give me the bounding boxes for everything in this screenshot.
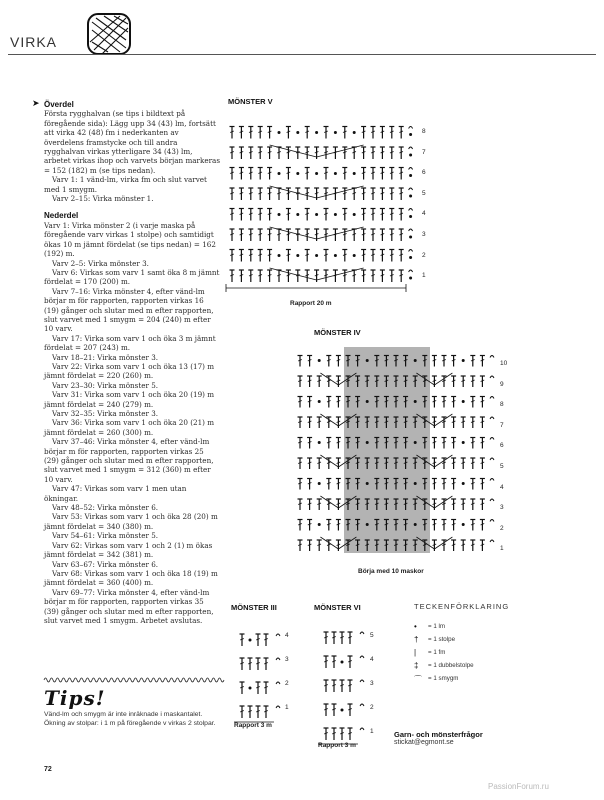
row-number: 2 [500, 524, 504, 532]
slip-mark [490, 540, 494, 542]
legend-label: = 1 fm [428, 649, 446, 656]
chain-dot [334, 131, 337, 134]
slip-mark [409, 188, 413, 190]
row-number: 4 [500, 483, 504, 491]
slip-mark [276, 682, 280, 684]
chain-dot [366, 441, 369, 444]
nederdel-row: Varv 18–21: Virka mönster 3. [52, 352, 159, 362]
chain-dot [353, 131, 356, 134]
legend-item [414, 675, 509, 688]
chain-dot [296, 131, 299, 134]
overdel-body: Första rygghalvan (se tips i bildtext på föregående sida): Lägg upp 34 (43) lm, fortsätt att virka 42 (48) fm i nederkanten av överdelens framstycke och till andra rygghalvan virkas ytterligare 34 (43) lm, arbetet virkas ihop och varvets början markeras = 152 (182) m (se tips nedan). [44, 109, 221, 175]
slip-mark [409, 147, 413, 149]
legend-label: = 1 stolpe [428, 636, 456, 643]
slip-mark [276, 706, 280, 708]
tips-box [44, 686, 224, 728]
slip-mark [490, 356, 494, 358]
slip-mark [409, 127, 413, 129]
instructions-column [44, 100, 220, 625]
double-stitch-icon: ‡ [414, 661, 419, 670]
repeat-label-vi: Rapport 3 m [318, 742, 356, 749]
chain-dot [366, 359, 369, 362]
chain-dot [315, 172, 318, 175]
row-number: 5 [422, 189, 426, 197]
row-number: 4 [422, 210, 426, 218]
chain-dot [409, 133, 412, 136]
legend-item [414, 649, 509, 662]
chain-dot [318, 359, 321, 362]
chain-dot [278, 254, 281, 257]
chain-dot [414, 359, 417, 362]
contact-box [394, 730, 483, 746]
row-number: 6 [500, 442, 504, 450]
slip-mark [360, 680, 364, 682]
slip-mark [276, 634, 280, 636]
slip-mark [360, 704, 364, 706]
row-number: 2 [370, 704, 374, 711]
chain-dot [462, 523, 465, 526]
chain-dot [414, 441, 417, 444]
nederdel-row: Varv 17: Virka som varv 1 och öka 3 m jämnt fördelat = 207 (243) m. [44, 333, 216, 353]
row-number: 3 [500, 504, 504, 512]
chain-dot [334, 213, 337, 216]
overdel-row: Varv 1: 1 vänd-lm, virka fm och slut varvet med 1 smygm. [44, 175, 207, 194]
chart-monster-iv [296, 345, 496, 565]
chain-dot [296, 213, 299, 216]
nederdel-row: Varv 31: Virka som varv 1 och öka 20 (19) m jämnt fördelat = 240 (279) m. [44, 390, 215, 409]
row-number: 9 [500, 380, 504, 388]
chain-dot [296, 254, 299, 257]
chain-dot [353, 254, 356, 257]
chain-dot [318, 441, 321, 444]
chart-title-monster-vi: MÖNSTER VI [314, 603, 361, 612]
legend-label: = 1 lm [428, 623, 446, 630]
slip-mark [360, 656, 364, 658]
page-header [0, 0, 604, 60]
legend-label: = 1 smygm [428, 675, 459, 682]
chain-dot [249, 639, 252, 642]
chain-dot [414, 523, 417, 526]
row-number: 4 [285, 632, 289, 639]
overdel-row: Varv 2–15: Virka mönster 1. [52, 194, 154, 204]
legend-title: TECKENFÖRKLARING [414, 602, 510, 611]
slip-mark [409, 229, 413, 231]
nederdel-row: Varv 22: Virka som varv 1 och öka 13 (17) m jämnt fördelat = 220 (260) m. [44, 361, 215, 381]
overdel-heading: Överdel [44, 100, 74, 109]
slip-mark [490, 520, 494, 522]
chain-dot [366, 523, 369, 526]
chain-dot [366, 400, 369, 403]
chain-dot [341, 709, 344, 712]
nederdel-row: Varv 2–5: Virka mönster 3. [52, 258, 149, 268]
row-number: 6 [422, 169, 426, 177]
nederdel-row: Varv 37–46: Virka mönster 4, efter vänd-lm börjar m för rapporten, rapporten virkas 25 (29) gånger och slutar med m efter rapporten, slut varvet med 1 smygm = 312 (360) m efter 10 varv. [44, 437, 214, 484]
chart-monster-vi [318, 618, 378, 758]
slip-mark [490, 458, 494, 460]
tips-title: Tips! [44, 686, 106, 710]
slip-mark [409, 209, 413, 211]
chain-dot [414, 482, 417, 485]
chain-dot [353, 213, 356, 216]
header-rule [8, 54, 596, 55]
row-number: 1 [285, 704, 289, 711]
chain-dot [318, 523, 321, 526]
chain-dot [315, 254, 318, 257]
nederdel-row: Varv 48–52: Virka mönster 6. [52, 503, 159, 513]
chain-dot [409, 174, 412, 177]
yarn-logo-icon [86, 12, 132, 56]
chain-dot [315, 131, 318, 134]
slip-mark [409, 250, 413, 252]
slip-mark [490, 376, 494, 378]
chart-monster-v [226, 112, 416, 302]
row-number: 1 [370, 728, 374, 735]
chain-dot [462, 441, 465, 444]
nederdel-row: Varv 6: Virkas som varv 1 samt öka 8 m jämnt fördelat = 170 (200) m. [44, 267, 220, 287]
row-number: 4 [370, 656, 374, 663]
repeat-label-v: Rapport 20 m [290, 300, 332, 307]
chain-dot [278, 213, 281, 216]
row-number: 8 [422, 128, 426, 135]
nederdel-row: Varv 68: Virkas som varv 1 och öka 18 (19) m jämnt fördelat = 360 (400) m. [44, 568, 218, 588]
chain-dot [353, 172, 356, 175]
nederdel-row: Varv 62: Virkas som varv 1 och 2 (1) m ökas jämnt fördelat = 342 (381) m. [44, 540, 213, 560]
row-number: 3 [422, 231, 426, 238]
arrow-icon: ➤ [32, 99, 40, 109]
repeat-label-iii: Rapport 3 m [234, 722, 272, 729]
legend-item [414, 623, 509, 636]
row-number: 3 [285, 656, 289, 663]
slip-mark [409, 168, 413, 170]
chart-title-monster-v: MÖNSTER V [228, 97, 273, 106]
slip-mark [490, 479, 494, 481]
nederdel-row: Varv 47: Virkas som varv 1 men utan ökningar. [44, 484, 187, 503]
nederdel-row: Varv 36: Virka som varv 1 och öka 20 (21) m jämnt fördelat = 260 (300) m. [44, 418, 215, 437]
row-number: 1 [500, 545, 504, 553]
chain-dot [318, 482, 321, 485]
nederdel-row: Varv 69–77: Virka mönster 4, efter vänd-lm börjar m för rapporten, rapporten virkas 35 (39) gånger och slutar med m efter rapporten, slut varvet med 1 smygm. Arbetet avslutas. [44, 587, 214, 625]
chain-dot [315, 213, 318, 216]
chain-dot [462, 400, 465, 403]
row-number: 7 [422, 148, 426, 156]
slip-mark [276, 658, 280, 660]
chain-dot [249, 687, 252, 690]
nederdel-row: Varv 63–67: Virka mönster 6. [52, 559, 159, 569]
chain-dot [334, 172, 337, 175]
start-label-iv: Börja med 10 maskor [358, 568, 424, 575]
chain-dot [409, 256, 412, 259]
contact-title: Garn- och mönsterfrågor [394, 730, 483, 739]
page-number: 72 [44, 766, 52, 773]
nederdel-row: Varv 23–30: Virka mönster 5. [52, 380, 159, 390]
row-number: 5 [370, 632, 374, 639]
chain-dot [409, 195, 412, 198]
slip-mark [490, 438, 494, 440]
wave-divider [44, 676, 220, 684]
chain-dot [366, 482, 369, 485]
chart-title-monster-iv: MÖNSTER IV [314, 328, 361, 337]
nederdel-row: Varv 54–61: Virka mönster 5. [52, 531, 159, 541]
legend-item [414, 662, 509, 675]
chain-dot [409, 215, 412, 218]
tips-line: Ökning av stolpar: i 1 m på föregående v virkas 2 stolpar. [44, 720, 216, 727]
legend-item [414, 636, 509, 649]
contact-email: stickat@egmont.se [394, 739, 454, 746]
slip-mark [490, 499, 494, 501]
slip-mark [409, 270, 413, 272]
slip-mark [490, 397, 494, 399]
slip-mark [360, 728, 364, 730]
row-number: 8 [500, 401, 504, 409]
row-number: 2 [285, 680, 289, 687]
nederdel-body: Varv 1: Virka mönster 2 (i varje maska på föregående varv virkas 1 stolpe) och samtidigt ökas 10 m jämnt fördelat (se tips nedan) = 162 (192) m. [44, 220, 216, 259]
chain-dot [409, 277, 412, 280]
nederdel-row: Varv 32–35: Virka mönster 3. [52, 409, 159, 418]
chain-dot [318, 400, 321, 403]
nederdel-heading: Nederdel [44, 211, 79, 221]
sc-icon: | [414, 648, 417, 657]
row-number: 10 [500, 360, 508, 367]
row-number: 5 [500, 463, 504, 470]
slip-mark [490, 417, 494, 419]
row-number: 1 [422, 272, 426, 280]
chart-title-monster-iii: MÖNSTER III [231, 603, 277, 612]
nederdel-row: Varv 7–16: Virka mönster 4, efter vänd-lm börjar m för rapporten, rapporten virkas 16 (19) gånger och slutar med m efter rapporten, slut varvet med 1 smygm = 204 (240) m efter 10 varv. [44, 286, 214, 334]
chain-dot [278, 172, 281, 175]
nederdel-row: Varv 53: Virkas som varv 1 och öka 28 (20) m jämnt fördelat = 340 (380) m. [44, 512, 218, 531]
chain-dot [414, 400, 417, 403]
legend [414, 602, 509, 688]
legend-label: = 1 dubbelstolpe [428, 662, 474, 669]
chain-dot [278, 131, 281, 134]
dot-icon: • [414, 622, 417, 631]
slip-icon: ⌒ [414, 675, 422, 684]
chain-dot [462, 359, 465, 362]
row-number: 7 [500, 421, 504, 429]
chain-dot [334, 254, 337, 257]
chain-dot [462, 482, 465, 485]
chain-dot [409, 154, 412, 157]
section-title: VIRKA [10, 34, 58, 50]
row-number: 3 [370, 680, 374, 687]
row-number: 2 [422, 251, 426, 259]
watermark: PassionForum.ru [488, 782, 549, 791]
tips-line: Vänd-lm och smygm är inte inräknade i maskantalet. [44, 711, 203, 718]
chain-dot [296, 172, 299, 175]
stitch-icon: † [414, 635, 419, 644]
slip-mark [360, 632, 364, 634]
chain-dot [341, 661, 344, 664]
chain-dot [409, 236, 412, 239]
